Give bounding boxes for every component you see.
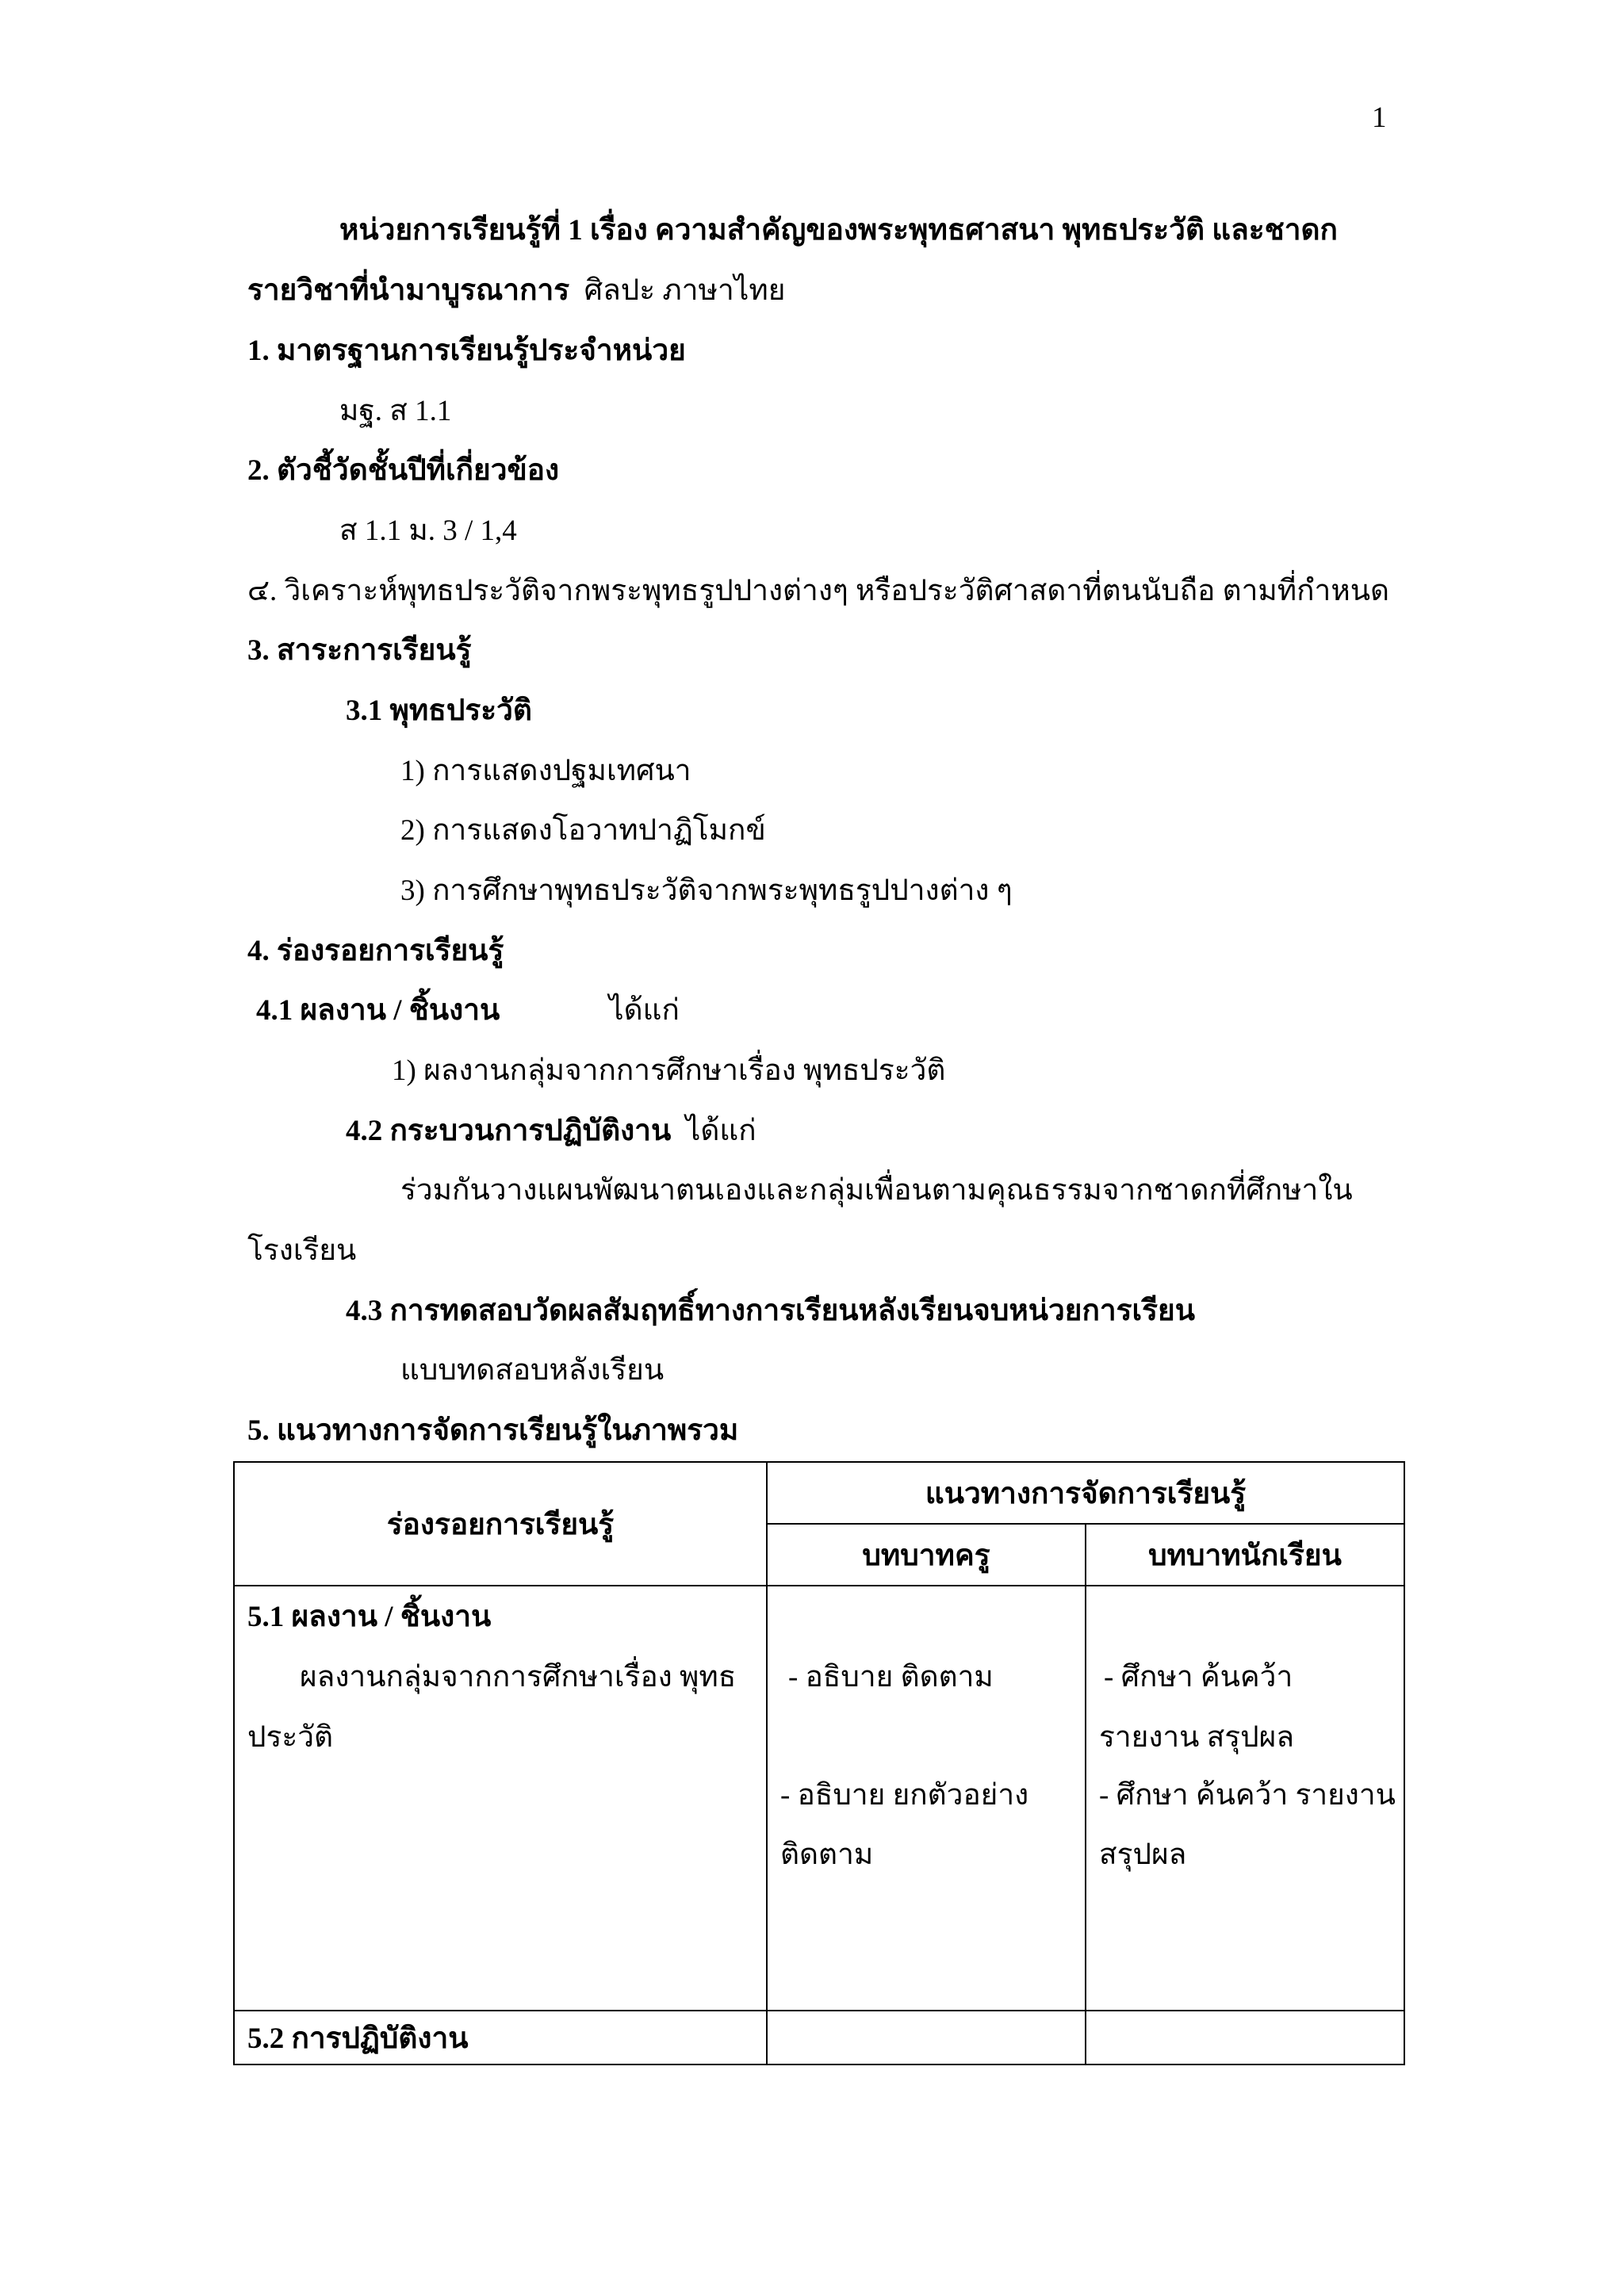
- table-header-student-label: บทบาทนักเรียน: [1148, 1539, 1342, 1572]
- table-header-guidelines-label: แนวทางการจัดการเรียนรู้: [925, 1477, 1247, 1510]
- row1-teacher-cell: [767, 1586, 1086, 2011]
- table-header-guidelines: [767, 1462, 1404, 1524]
- table-row: [234, 1586, 1404, 2011]
- row1-evidence-cell: [234, 1586, 767, 2011]
- section42-line: [346, 1116, 756, 1146]
- section2-indicator: ๔. วิเคราะห์พุทธประวัติจากพระพุทธรูปปางต่างๆ หรือประวัติศาสดาที่ตนนับถือ ตามที่กำหนด: [247, 575, 1390, 607]
- row1-student-line2: รายงาน สรุปผล: [1099, 1721, 1295, 1754]
- section41-heading: 4.1 ผลงาน / ชิ้นงาน: [256, 994, 500, 1027]
- table-header-evidence-label: ร่องรอยการเรียนรู้: [386, 1508, 615, 1541]
- table-header-student: [1086, 1524, 1404, 1586]
- row1-teacher-line1: - อธิบาย ติดตาม: [788, 1661, 994, 1693]
- section3-item-3: 3) การศึกษาพุทธประวัติจากพระพุทธรูปปางต่าง ๆ: [400, 874, 1013, 907]
- table-row: [234, 2011, 1404, 2064]
- table-header-evidence: [234, 1462, 767, 1586]
- subjects-value: ศิลปะ ภาษาไทย: [584, 274, 786, 307]
- subjects-line: [247, 276, 785, 305]
- section42-heading: 4.2 กระบวนการปฏิบัติงาน: [346, 1115, 672, 1147]
- row2-teacher-cell: [767, 2011, 1086, 2064]
- table-header-teacher: [767, 1524, 1086, 1586]
- row1-student-line4: สรุปผล: [1099, 1839, 1187, 1871]
- section42-text-line2: โรงเรียน: [247, 1234, 357, 1267]
- table-header-teacher-label: บทบาทครู: [862, 1539, 990, 1572]
- row2-title: 5.2 การปฏิบัติงาน: [247, 2022, 469, 2055]
- row1-desc-line1: ผลงานกลุ่มจากการศึกษาเรื่อง พุทธ: [300, 1661, 737, 1693]
- row2-evidence-cell: [234, 2011, 767, 2064]
- section1-heading: 1. มาตรฐานการเรียนรู้ประจำหน่วย: [247, 335, 686, 367]
- section3-heading: 3. สาระการเรียนรู้: [247, 634, 472, 667]
- row1-student-cell: [1086, 1586, 1404, 2011]
- section2-heading: 2. ตัวชี้วัดชั้นปีที่เกี่ยวข้อง: [247, 454, 560, 487]
- section5-heading: 5. แนวทางการจัดการเรียนรู้ในภาพรวม: [247, 1414, 739, 1447]
- row1-student-line1: - ศึกษา ค้นคว้า: [1104, 1661, 1293, 1693]
- section3-item-1: 1) การแสดงปฐมเทศนา: [400, 755, 691, 787]
- section3-item-2: 2) การแสดงโอวาทปาฏิโมกข์: [400, 814, 766, 847]
- row1-title: 5.1 ผลงาน / ชิ้นงาน: [247, 1601, 492, 1633]
- section41-suffix: ได้แก่: [609, 994, 680, 1027]
- section3-subheading: 3.1 พุทธประวัติ: [346, 695, 532, 727]
- section43-item: แบบทดสอบหลังเรียน: [400, 1354, 665, 1387]
- page-number: 1: [1372, 101, 1387, 134]
- section4-heading: 4. ร่องรอยการเรียนรู้: [247, 935, 504, 967]
- section41-item: 1) ผลงานกลุ่มจากการศึกษาเรื่อง พุทธประวัติ: [392, 1054, 946, 1087]
- row1-student-line3: - ศึกษา ค้นคว้า รายงาน: [1099, 1779, 1396, 1812]
- unit-title: หน่วยการเรียนรู้ที่ 1 เรื่อง ความสำคัญของพระพุทธศาสนา พุทธประวัติ และชาดก: [339, 214, 1338, 247]
- subjects-label: รายวิชาที่นำมาบูรณาการ: [247, 274, 570, 307]
- row1-teacher-line3: ติดตาม: [780, 1839, 874, 1871]
- section43-heading: 4.3 การทดสอบวัดผลสัมฤทธิ์ทางการเรียนหลังเรียนจบหน่วยการเรียน: [346, 1295, 1196, 1327]
- section2-item: ส 1.1 ม. 3 / 1,4: [339, 515, 517, 547]
- row1-desc-line2: ประวัติ: [247, 1721, 334, 1754]
- row1-teacher-line2: - อธิบาย ยกตัวอย่าง: [780, 1779, 1029, 1812]
- row2-student-cell: [1086, 2011, 1404, 2064]
- section1-item: มฐ. ส 1.1: [339, 395, 452, 427]
- section42-text-line1: ร่วมกันวางแผนพัฒนาตนเองและกลุ่มเพื่อนตามคุณธรรมจากชาดกที่ศึกษาใน: [400, 1174, 1353, 1207]
- section42-suffix: ได้แก่: [685, 1115, 756, 1147]
- learning-plan-table: [233, 1461, 1405, 2065]
